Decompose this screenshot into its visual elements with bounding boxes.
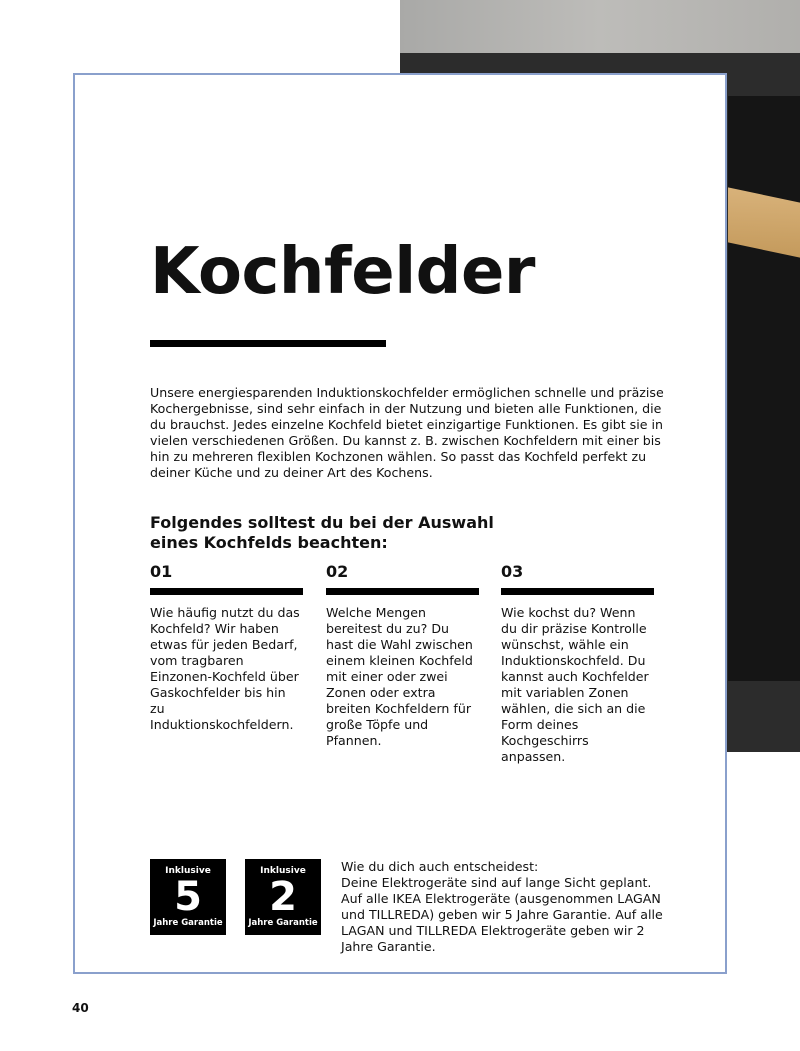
content-card (73, 73, 727, 974)
warranty-intro: Wie du dich auch entscheidest: (341, 859, 539, 874)
tip-number: 02 (326, 562, 349, 581)
section-heading-line1: Folgendes solltest du bei der Auswahl (150, 513, 494, 532)
cooktop (728, 96, 800, 681)
tip-text: Wie häufig nutzt du das Kochfeld? Wir haben etwas für jeden Bedarf, vom tragbaren Einzonen-Kochfeld über Gaskochfelder bis hin zu Induktionskochfeldern. (150, 605, 300, 732)
section-heading (150, 513, 494, 553)
warranty-text (341, 859, 671, 955)
tip-text: Wie kochst du? Wenn du dir präzise Kontrolle wünschst, wähle ein Induktionskochfeld. Du kannst auch Kochfelder mit variablen Zonen wählen, die sich an die Form deines Kochgeschirrs anpassen. (501, 605, 649, 764)
badge-top-label: Inklusive (165, 866, 211, 876)
tip-column-2 (326, 562, 479, 749)
intro-paragraph: Unsere energiesparenden Induktionskochfelder ermöglichen schnelle und präzise Kochergebnisse, sind sehr einfach in der Nutzung und bieten alle Funktionen, die du brauchst. Jedes einzelne Kochfeld bietet einzigartige Funktionen. Es gibt sie in vielen verschiedenen Größen. Du kannst z. B. zwischen Kochfeldern mit einer bis hin zu mehreren flexiblen Kochzonen wählen. So passt das Kochfeld perfekt zu deiner Küche und zu deiner Art des Kochens. (150, 385, 664, 480)
section-heading-line2: eines Kochfelds beachten: (150, 533, 388, 552)
title-divider (150, 340, 386, 347)
badge-number: 5 (174, 874, 202, 920)
page-number: 40 (72, 1001, 89, 1015)
tip-divider (326, 588, 479, 595)
tip-divider (150, 588, 303, 595)
wall-background (400, 0, 800, 53)
tip-column-3 (501, 562, 654, 765)
tip-text: Welche Mengen bereitest du zu? Du hast die Wahl zwischen einem kleinen Kochfeld mit einer oder zwei Zonen oder extra breiten Kochfeldern für große Töpfe und Pfannen. (326, 605, 473, 748)
warranty-badge-2 (245, 859, 321, 935)
tip-column-1 (150, 562, 303, 733)
page-title: Kochfelder (150, 235, 535, 309)
tip-divider (501, 588, 654, 595)
badge-bottom-label: Jahre Garantie (248, 918, 318, 928)
tip-number: 01 (150, 562, 173, 581)
badge-top-label: Inklusive (260, 866, 306, 876)
warranty-badge-5 (150, 859, 226, 935)
badge-bottom-label: Jahre Garantie (153, 918, 223, 928)
tip-number: 03 (501, 562, 524, 581)
warranty-body: Deine Elektrogeräte sind auf lange Sicht geplant. Auf alle IKEA Elektrogeräte (ausgenommen LAGAN und TILLREDA) geben wir 5 Jahre Garantie. Auf alle LAGAN und TILLREDA Elektrogeräte geben wir 2 Jahre Garantie. (341, 875, 663, 954)
badge-number: 2 (269, 874, 297, 920)
